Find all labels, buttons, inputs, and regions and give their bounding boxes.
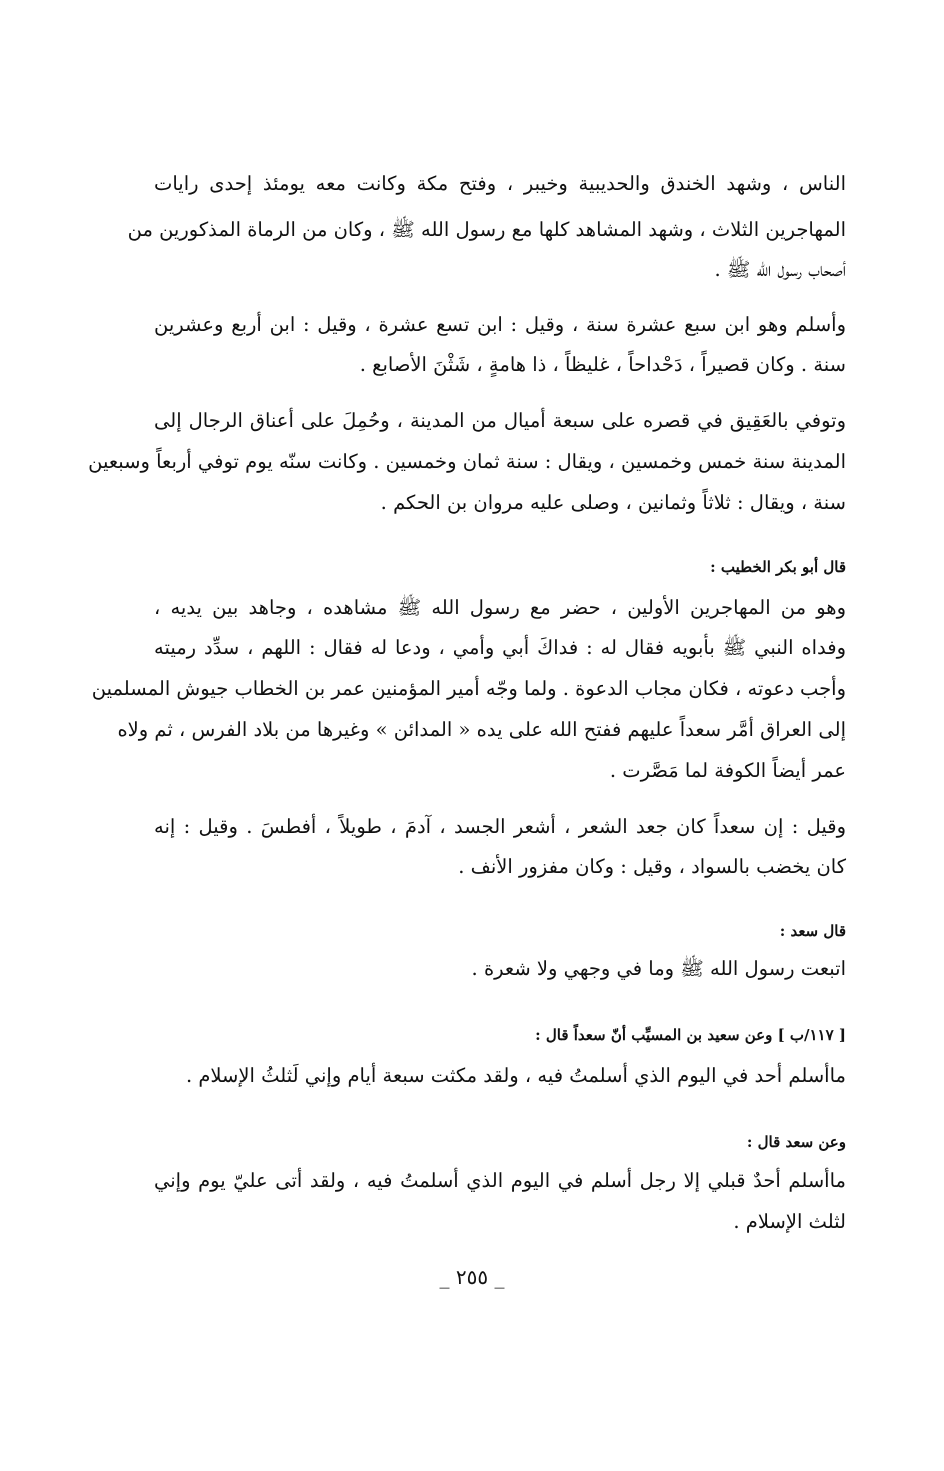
section-heading: قال سعد : (779, 922, 846, 940)
text-line: وقيل : إن سعداً كان جعد الشعر ، أشعر الجسد ، آدمَ ، طويلاً ، أفطسَ . وقيل : إنه (154, 815, 846, 838)
section-heading: قال أبو بكر الخطيب : (710, 558, 846, 576)
text-line: المدينة سنة خمس وخمسين ، ويقال : سنة ثمان وخمسين . وكانت سنّه يوم توفي أربعاً وسبعين (88, 450, 846, 473)
section-heading: وعن سعد قال : (746, 1133, 846, 1151)
page-number: _ ٢٥٥ _ (439, 1265, 505, 1289)
text-line: اتبعت رسول الله ﷺ وما في وجهي ولا شعرة . (471, 957, 846, 980)
text-line: كان يخضب بالسواد ، وقيل : وكان مفزور الأنف . (458, 855, 846, 878)
text-line: وأسلم وهو ابن سبع عشرة سنة ، وقيل : ابن تسع عشرة ، وقيل : ابن أربع وعشرين (154, 313, 846, 336)
text-line: وتوفي بالعَقِيق في قصره على سبعة أميال من المدينة ، وحُمِلَ على أعناق الرجال إلى (154, 409, 846, 432)
text-line: الناس ، وشهد الخندق والحديبية وخيبر ، وفتح مكة وكانت معه يومئذ إحدى رايات (154, 172, 846, 195)
text-line: وفداه النبي ﷺ بأبويه فقال له : فداكَ أبي وأمي ، ودعا له فقال : اللهم ، سدِّد رميته (154, 636, 846, 659)
text-line: ماأسلم أحد في اليوم الذي أسلمتُ فيه ، ولقد مكثت سبعة أيام وإني لَثلثُ الإسلام . (185, 1064, 846, 1087)
text-line: ماأسلم أحدٌ قبلي إلا رجل أسلم في اليوم الذي أسلمتُ فيه ، ولقد أتى عليّ يوم وإني (154, 1169, 846, 1192)
section-heading: [ ١١٧/ب ] وعن سعيد بن المسيِّب أنّ سعداً قال : (535, 1026, 846, 1044)
text-line: عمر أيضاً الكوفة لما مَصَّرت . (609, 759, 846, 782)
text-line: إلى العراق أمَّر سعداً عليهم ففتح الله على يده « المدائن » وغيرها من بلاد الفرس ، ثم ولاه (117, 718, 846, 741)
text-line: سنة ، ويقال : ثلاثاً وثمانين ، وصلى عليه مروان بن الحكم . (380, 491, 846, 514)
text-line: وهو من المهاجرين الأولين ، حضر مع رسول الله ﷺ مشاهده ، وجاهد بين يديه ، (154, 596, 846, 619)
text-line: المهاجرين الثلاث ، وشهد المشاهد كلها مع رسول الله ﷺ ، وكان من الرماة المذكورين من (127, 218, 846, 241)
text-line: وأجب دعوته ، فكان مجاب الدعوة . ولما وجّه أمير المؤمنين عمر بن الخطاب جيوش المسلمين (91, 677, 846, 700)
text-line: أصحاب رسول الله ﷺ . (714, 258, 846, 281)
text-line: سنة . وكان قصيراً ، دَحْداحاً ، غليظاً ، ذا هامةٍ ، شَثْنَ الأصابع . (359, 353, 846, 376)
text-line: لثلث الإسلام . (733, 1210, 846, 1233)
